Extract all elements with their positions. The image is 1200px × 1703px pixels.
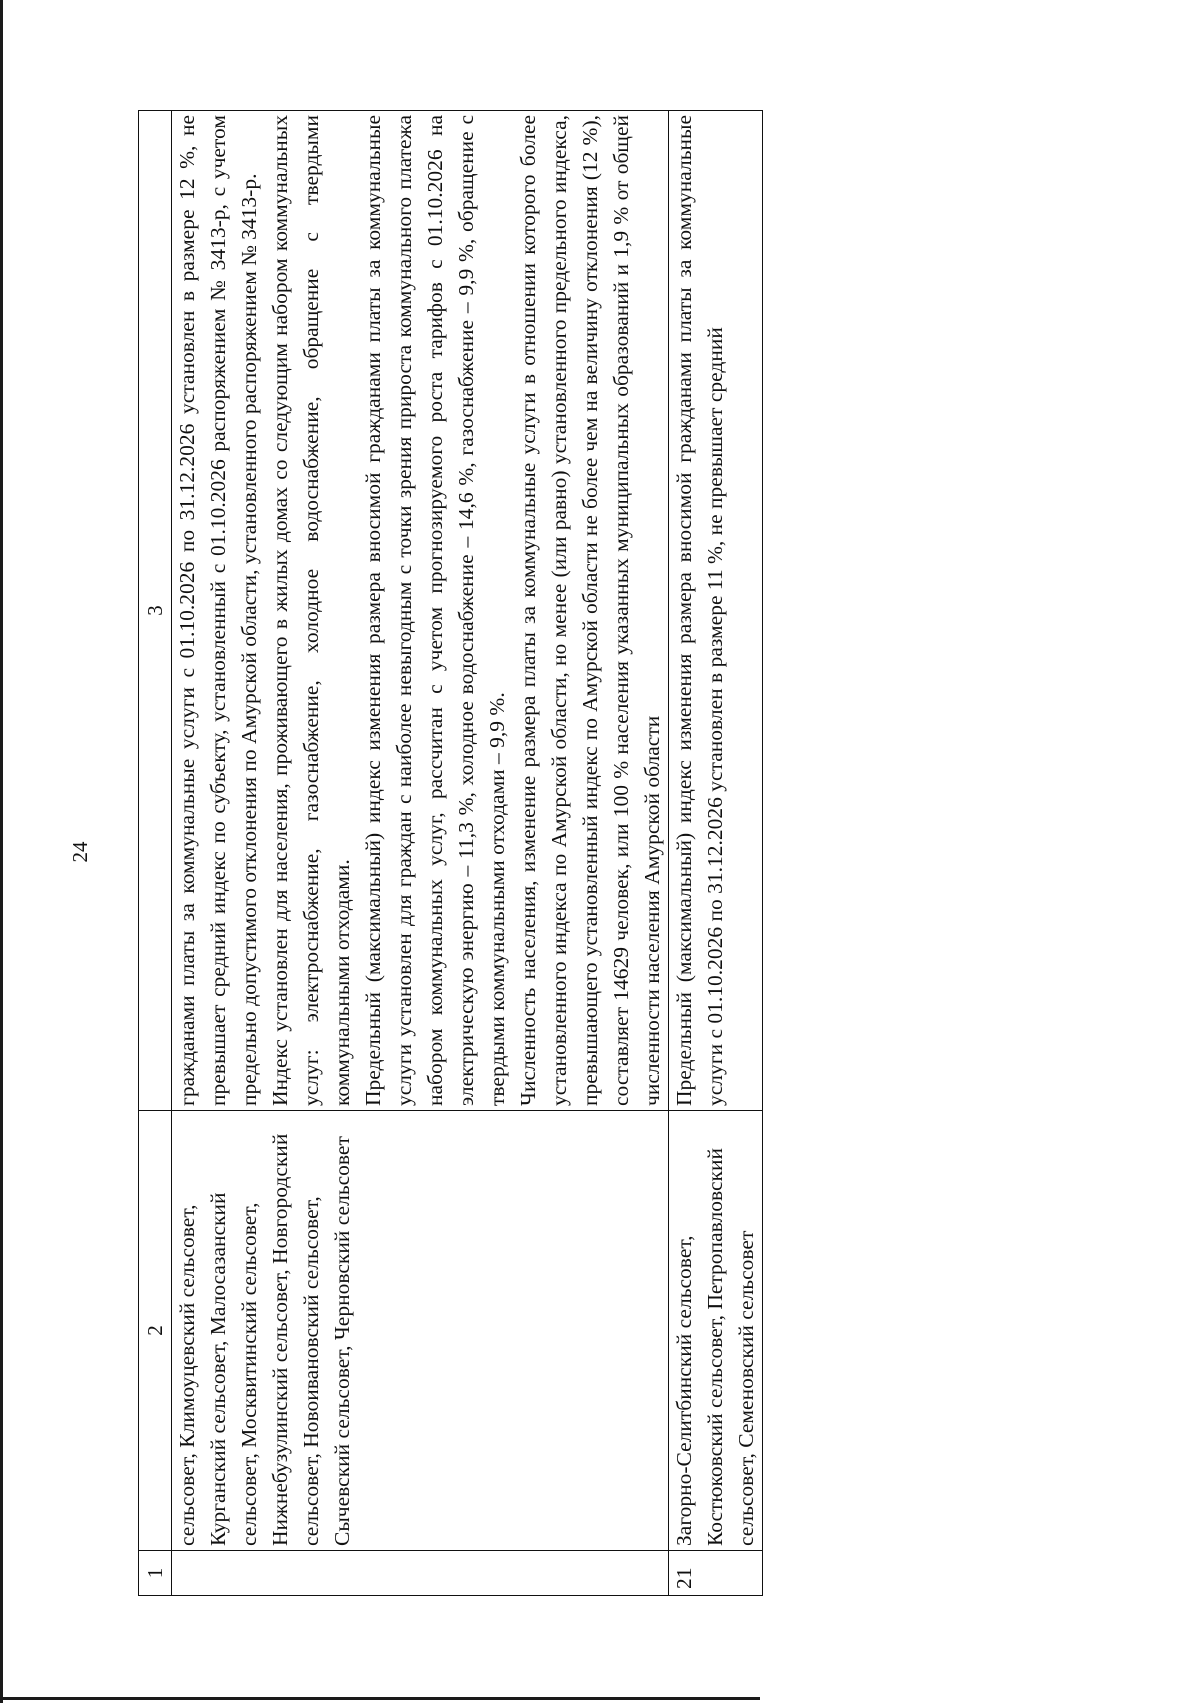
page-number: 24 xyxy=(68,841,92,863)
description-cell xyxy=(669,111,763,1111)
description-paragraph: Индекс установлен для населения, проживающего в жилых домах со следующим набором коммунальных услуг: электроснабжение, газоснабжение, холодное водоснабжение, обращение с твердыми коммунальными отходами. xyxy=(268,115,354,1106)
index-table xyxy=(138,110,763,1596)
description-paragraph: Предельный (максимальный) индекс изменения размера вносимой гражданами платы за коммунальные услуги с 01.10.2026 по 31.12.2026 установлен в размере 11 %, не превышает средний xyxy=(672,115,727,1106)
row-number xyxy=(172,1551,669,1596)
municipalities-cell: Загорно-Селитбинский сельсовет, Костюковский сельсовет, Петропавловский сельсовет, Семеновский сельсовет xyxy=(669,1111,763,1551)
description-paragraph: гражданами платы за коммунальные услуги с 01.10.2026 по 31.12.2026 установлен в размере 12 %, не превышает средний индекс по субъекту, установленный с 01.10.2026 распоряжением № 3413-р, с учетом предельно допустимого отклонения по Амурской области, установленного распоряжением № 3413-р. xyxy=(175,115,261,1106)
scan-border-left xyxy=(0,0,3,1703)
table-row xyxy=(669,111,763,1596)
table-row xyxy=(172,111,669,1596)
municipalities-cell: сельсовет, Климоуцевский сельсовет, Курганский сельсовет, Малосазанский сельсовет, Москвитинский сельсовет, Нижнебузулинский сельсовет, Новгородский сельсовет, Новоивановский сельсовет, Сычевский сельсовет, Черновский сельсовет xyxy=(172,1111,669,1551)
rotated-content xyxy=(138,111,1063,1596)
scan-border-bottom xyxy=(0,1697,760,1700)
column-header-2: 2 xyxy=(139,1111,172,1551)
column-header-3: 3 xyxy=(139,111,172,1111)
row-number: 21 xyxy=(669,1551,763,1596)
column-header-1: 1 xyxy=(139,1551,172,1596)
description-paragraph: Численность населения, изменение размера платы за коммунальные услуги в отношении которого более установленного индекса по Амурской области, но менее (или равно) установленного предельного индекса, превышающего установленный индекс по Амурской области не более чем на величину отклонения (12 %), составляет 14629 человек, или 100 % населения указанных муниципальных образований и 1,9 % от общей численности населения Амурской области xyxy=(516,115,664,1106)
description-paragraph: Предельный (максимальный) индекс изменения размера вносимой гражданами платы за коммунальные услуги установлен для граждан с наиболее невыгодным с точки зрения прироста коммунального платежа набором коммунальных услуг, рассчитан с учетом прогнозируемого роста тарифов с 01.10.2026 на электрическую энергию – 11,3 %, холодное водоснабжение – 14,6 %, газоснабжение – 9,9 %, обращение с твердыми коммунальными отходами – 9,9 %. xyxy=(361,115,509,1106)
description-cell xyxy=(172,111,669,1111)
table-header-row xyxy=(139,111,172,1596)
